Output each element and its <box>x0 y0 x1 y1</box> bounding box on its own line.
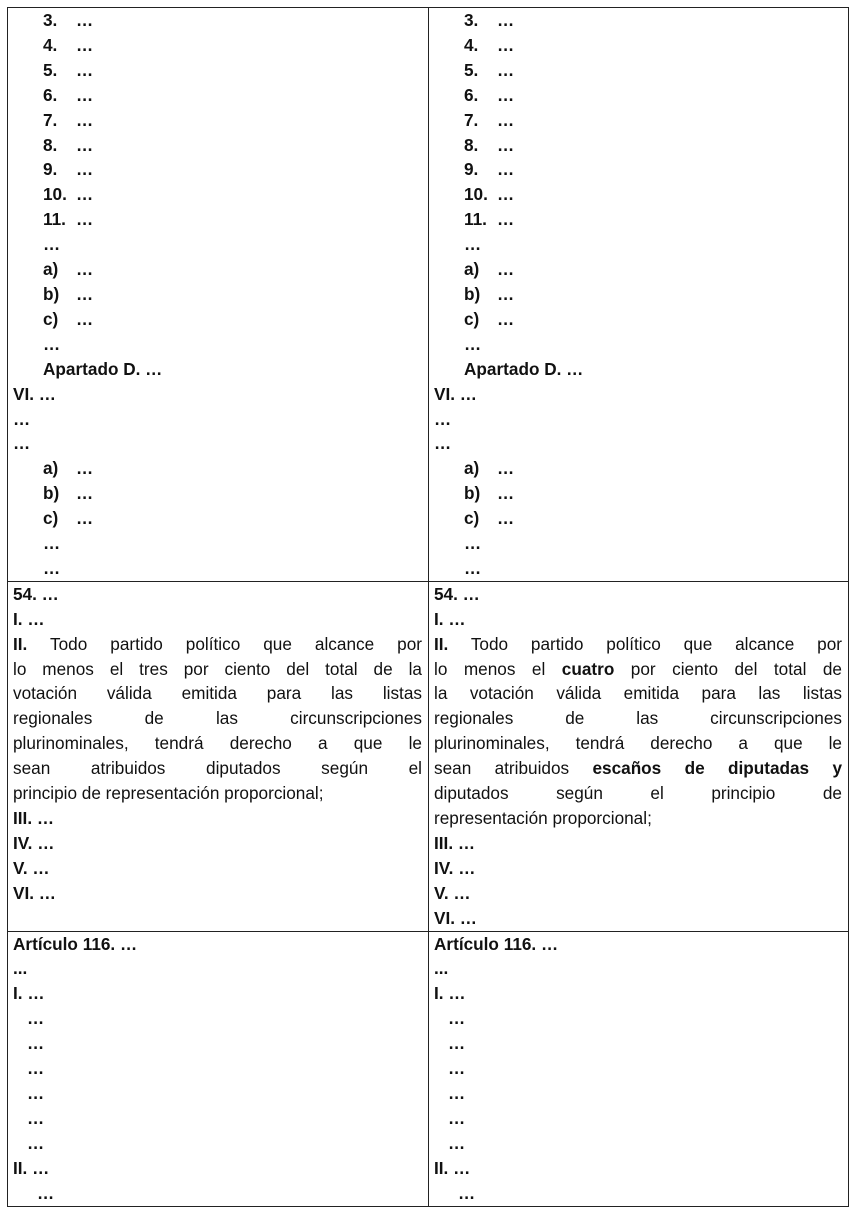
ellipsis-line: … <box>43 333 61 354</box>
list-number: 7. <box>43 109 58 130</box>
letter-item: b) <box>43 483 60 504</box>
roman-item: VI. … <box>13 383 56 404</box>
ellipsis-line: … <box>448 1132 466 1153</box>
roman-item: V. … <box>434 882 471 903</box>
article-heading: 54. … <box>13 583 59 604</box>
roman-item: I. … <box>434 983 466 1004</box>
ellipsis-line: … <box>27 1008 45 1029</box>
paragraph-text: Todo partido político que alcance por <box>27 633 422 654</box>
ellipsis: … <box>76 458 94 479</box>
ellipsis-line: … <box>448 1058 466 1079</box>
ellipsis-line: … <box>43 557 61 578</box>
table-row <box>8 8 849 582</box>
roman-item: II. … <box>434 1157 471 1178</box>
list-number: 7. <box>464 109 479 130</box>
paragraph-text: por ciento del total de <box>614 658 842 679</box>
paragraph-line: plurinominales, tendrá derecho a que le <box>13 733 422 754</box>
ellipsis: … <box>76 259 94 280</box>
roman-item: VI. … <box>434 907 477 928</box>
paragraph-line: representación proporcional; <box>434 808 652 828</box>
ellipsis: … <box>497 209 515 230</box>
letter-item: c) <box>43 508 59 529</box>
roman-item: III. … <box>13 808 55 828</box>
right-cell <box>429 581 849 931</box>
paragraph-line <box>434 756 842 781</box>
list-number: 8. <box>464 134 479 155</box>
ellipsis: … <box>497 59 515 80</box>
ellipsis-line: … <box>434 408 452 429</box>
ellipsis-line: … <box>27 1132 45 1153</box>
ellipsis: … <box>76 283 94 304</box>
paragraph-text: lo menos el <box>434 658 562 679</box>
table-row <box>8 581 849 931</box>
roman-item: I. … <box>13 608 45 629</box>
left-cell <box>8 931 429 1206</box>
ellipsis: … <box>497 259 515 280</box>
ellipsis-line: … <box>37 1182 55 1203</box>
ellipsis-line: … <box>27 1058 45 1079</box>
ellipsis: … <box>76 508 94 529</box>
ellipsis: … <box>497 134 515 155</box>
letter-item: b) <box>464 483 481 504</box>
paragraph-line: regionales de las circunscripciones <box>434 708 842 729</box>
paragraph-line: plurinominales, tendrá derecho a que le <box>434 733 842 754</box>
article-heading: 54. … <box>434 583 480 604</box>
dots-line: ... <box>13 958 28 979</box>
letter-item: a) <box>43 458 59 479</box>
paragraph-line: lo menos el tres por ciento del total de la <box>13 658 422 679</box>
apartado-heading: Apartado D. … <box>464 358 584 379</box>
paragraph-line: regionales de las circunscripciones <box>13 708 422 729</box>
paragraph-line: diputados según el principio de <box>434 783 842 804</box>
ellipsis-line: … <box>27 1033 45 1054</box>
ellipsis: … <box>497 109 515 130</box>
ellipsis: … <box>76 134 94 155</box>
emphasis-text: cuatro <box>561 658 615 679</box>
ellipsis: … <box>76 184 94 205</box>
list-number: 4. <box>43 34 58 55</box>
ellipsis: … <box>76 159 94 180</box>
letter-item: a) <box>464 259 480 280</box>
ellipsis: … <box>497 483 515 504</box>
roman-label: II. <box>434 633 449 654</box>
paragraph-text: sean atribuidos <box>434 758 593 779</box>
letter-item: b) <box>43 283 60 304</box>
roman-item: I. … <box>434 608 466 629</box>
list-number: 6. <box>464 84 479 105</box>
roman-item: IV. … <box>13 832 55 853</box>
letter-item: a) <box>464 458 480 479</box>
ellipsis-line: … <box>464 557 482 578</box>
ellipsis: … <box>497 159 515 180</box>
roman-item: II. … <box>13 1157 50 1178</box>
paragraph-text: Todo partido político que alcance por <box>448 633 842 654</box>
paragraph-line: principio de representación proporcional; <box>13 783 324 804</box>
comparison-table <box>7 7 849 1207</box>
ellipsis-line: … <box>448 1008 466 1029</box>
ellipsis: … <box>76 483 94 504</box>
ellipsis-line: … <box>27 1107 45 1128</box>
ellipsis: … <box>76 209 94 230</box>
list-number: 6. <box>43 84 58 105</box>
ellipsis: … <box>497 283 515 304</box>
roman-item: VI. … <box>13 882 56 903</box>
table-row <box>8 931 849 1206</box>
list-number: 3. <box>464 10 479 30</box>
ellipsis: … <box>76 109 94 130</box>
ellipsis-line: … <box>448 1107 466 1128</box>
list-number: 5. <box>43 59 58 80</box>
paragraph-line <box>13 632 422 657</box>
letter-item: c) <box>464 308 480 329</box>
ellipsis-line: … <box>13 433 31 454</box>
right-cell <box>429 8 849 582</box>
list-number: 11. <box>464 209 487 230</box>
ellipsis: … <box>497 184 515 205</box>
roman-item: V. … <box>13 857 50 878</box>
ellipsis-line: … <box>43 234 61 255</box>
list-number: 3. <box>43 10 58 30</box>
list-number: 4. <box>464 34 479 55</box>
letter-item: a) <box>43 259 59 280</box>
article-heading: Artículo 116. … <box>13 933 138 954</box>
paragraph-line <box>434 657 842 682</box>
paragraph-line: sean atribuidos diputados según el <box>13 758 422 779</box>
ellipsis: … <box>76 84 94 105</box>
ellipsis: … <box>76 34 94 55</box>
ellipsis: … <box>76 308 94 329</box>
ellipsis-line: … <box>448 1082 466 1103</box>
left-cell <box>8 8 429 582</box>
paragraph-line <box>434 632 842 657</box>
roman-label: II. <box>13 633 28 654</box>
ellipsis: … <box>497 10 515 30</box>
roman-item: VI. … <box>434 383 477 404</box>
ellipsis-line: … <box>464 234 482 255</box>
ellipsis: … <box>497 508 515 529</box>
list-number: 9. <box>43 159 58 180</box>
list-number: 9. <box>464 159 479 180</box>
letter-item: c) <box>464 508 480 529</box>
ellipsis: … <box>497 84 515 105</box>
list-number: 10. <box>43 184 67 205</box>
article-heading: Artículo 116. … <box>434 933 559 954</box>
ellipsis-line: … <box>458 1182 476 1203</box>
letter-item: c) <box>43 308 59 329</box>
ellipsis-line: … <box>464 533 482 554</box>
right-cell <box>429 931 849 1206</box>
paragraph-line: la votación válida emitida para las listas <box>434 683 842 704</box>
ellipsis: … <box>497 308 515 329</box>
list-number: 10. <box>464 184 488 205</box>
ellipsis-line: … <box>448 1033 466 1054</box>
ellipsis: … <box>497 34 515 55</box>
ellipsis-line: … <box>434 433 452 454</box>
roman-item: I. … <box>13 983 45 1004</box>
list-number: 11. <box>43 209 66 230</box>
roman-item: IV. … <box>434 857 476 878</box>
ellipsis-line: … <box>464 333 482 354</box>
paragraph-line: votación válida emitida para las listas <box>13 683 422 704</box>
dots-line: ... <box>434 958 449 979</box>
list-number: 8. <box>43 134 58 155</box>
ellipsis-line: … <box>43 533 61 554</box>
ellipsis: … <box>76 10 94 30</box>
ellipsis: … <box>76 59 94 80</box>
ellipsis-line: … <box>27 1082 45 1103</box>
ellipsis: … <box>497 458 515 479</box>
list-number: 5. <box>464 59 479 80</box>
left-cell <box>8 581 429 931</box>
emphasis-text: escaños de diputadas y <box>592 758 842 779</box>
apartado-heading: Apartado D. … <box>43 358 163 379</box>
letter-item: b) <box>464 283 481 304</box>
roman-item: III. … <box>434 832 476 853</box>
ellipsis-line: … <box>13 408 31 429</box>
